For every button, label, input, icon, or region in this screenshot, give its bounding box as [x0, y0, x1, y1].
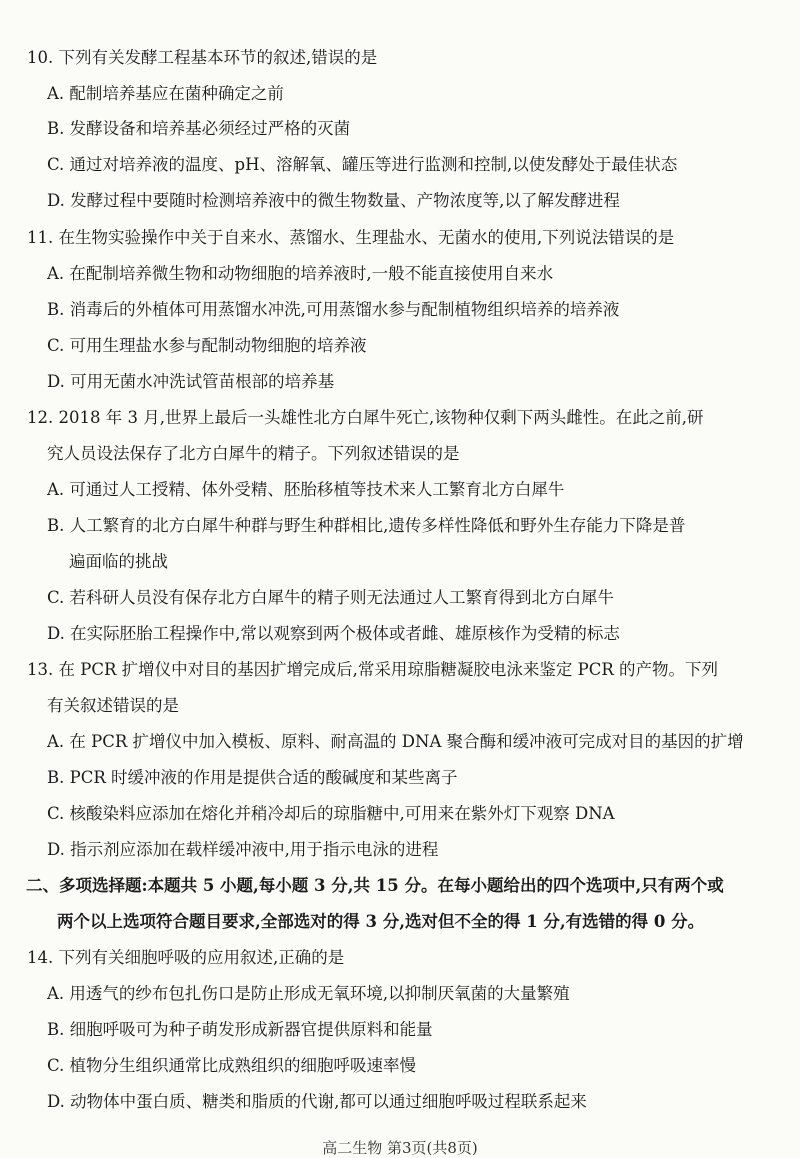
question-14-option-d: D. 动物体中蛋白质、糖类和脂质的代谢,都可以通过细胞呼吸过程联系起来 — [47, 1092, 587, 1111]
question-11-stem: 11. 在生物实验操作中关于自来水、蒸馏水、生理盐水、无菌水的使用,下列说法错误的是 — [27, 228, 675, 247]
question-13-stem-continued: 有关叙述错误的是 — [47, 696, 179, 715]
question-14-option-a: A. 用透气的纱布包扎伤口是防止形成无氧环境,以抑制厌氧菌的大量繁殖 — [47, 984, 570, 1003]
question-11-option-c: C. 可用生理盐水参与配制动物细胞的培养液 — [47, 336, 367, 355]
section-2-heading-continued: 两个以上选项符合题目要求,全部选对的得 3 分,选对但不全的得 1 分,有选错的得 0 分。 — [57, 912, 705, 931]
question-12-option-d: D. 在实际胚胎工程操作中,常以观察到两个极体或者雌、雄原核作为受精的标志 — [47, 624, 620, 643]
question-10-option-a: A. 配制培养基应在菌种确定之前 — [47, 84, 284, 103]
page-footer: 高二生物 第3页(共8页) — [322, 1139, 478, 1157]
question-14-option-c: C. 植物分生组织通常比成熟组织的细胞呼吸速率慢 — [47, 1056, 417, 1075]
question-12-stem-continued: 究人员设法保存了北方白犀牛的精子。下列叙述错误的是 — [47, 444, 460, 463]
question-10-option-b: B. 发酵设备和培养基必须经过严格的灭菌 — [47, 119, 351, 138]
question-12-option-c: C. 若科研人员没有保存北方白犀牛的精子则无法通过人工繁育得到北方白犀牛 — [47, 588, 615, 607]
question-14-option-b: B. 细胞呼吸可为种子萌发形成新器官提供原料和能量 — [47, 1020, 433, 1039]
question-11-option-d: D. 可用无菌水冲洗试管苗根部的培养基 — [47, 372, 335, 391]
section-2-heading: 二、多项选择题:本题共 5 小题,每小题 3 分,共 15 分。在每小题给出的四个选项中,只有两个或 — [26, 876, 724, 895]
question-10-stem: 10. 下列有关发酵工程基本环节的叙述,错误的是 — [27, 48, 378, 67]
question-13-option-b: B. PCR 时缓冲液的作用是提供合适的酸碱度和某些离子 — [47, 768, 458, 787]
question-10-option-c: C. 通过对培养液的温度、pH、溶解氧、罐压等进行监测和控制,以使发酵处于最佳状态 — [47, 155, 678, 174]
question-12-option-b-continued: 遍面临的挑战 — [69, 552, 168, 571]
question-11-option-a: A. 在配制培养微生物和动物细胞的培养液时,一般不能直接使用自来水 — [47, 264, 554, 283]
question-14-stem: 14. 下列有关细胞呼吸的应用叙述,正确的是 — [27, 948, 345, 967]
question-13-option-a: A. 在 PCR 扩增仪中加入模板、原料、耐高温的 DNA 聚合酶和缓冲液可完成对目的基因的扩增 — [47, 732, 744, 751]
question-12-option-b: B. 人工繁育的北方白犀牛种群与野生种群相比,遗传多样性降低和野外生存能力下降是普 — [47, 516, 686, 535]
question-13-option-c: C. 核酸染料应添加在熔化并稍冷却后的琼脂糖中,可用来在紫外灯下观察 DNA — [47, 804, 615, 823]
question-13-option-d: D. 指示剂应添加在载样缓冲液中,用于指示电泳的进程 — [47, 840, 439, 859]
question-12-stem: 12. 2018 年 3 月,世界上最后一头雄性北方白犀牛死亡,该物种仅剩下两头雌性。在此之前,研 — [27, 408, 704, 427]
question-12-option-a: A. 可通过人工授精、体外受精、胚胎移植等技术来人工繁育北方白犀牛 — [47, 480, 565, 499]
question-13-stem: 13. 在 PCR 扩增仪中对目的基因扩增完成后,常采用琼脂糖凝胶电泳来鉴定 PCR 的产物。下列 — [27, 660, 719, 679]
question-11-option-b: B. 消毒后的外植体可用蒸馏水冲洗,可用蒸馏水参与配制植物组织培养的培养液 — [47, 300, 620, 319]
question-10-option-d: D. 发酵过程中要随时检测培养液中的微生物数量、产物浓度等,以了解发酵进程 — [47, 191, 620, 210]
